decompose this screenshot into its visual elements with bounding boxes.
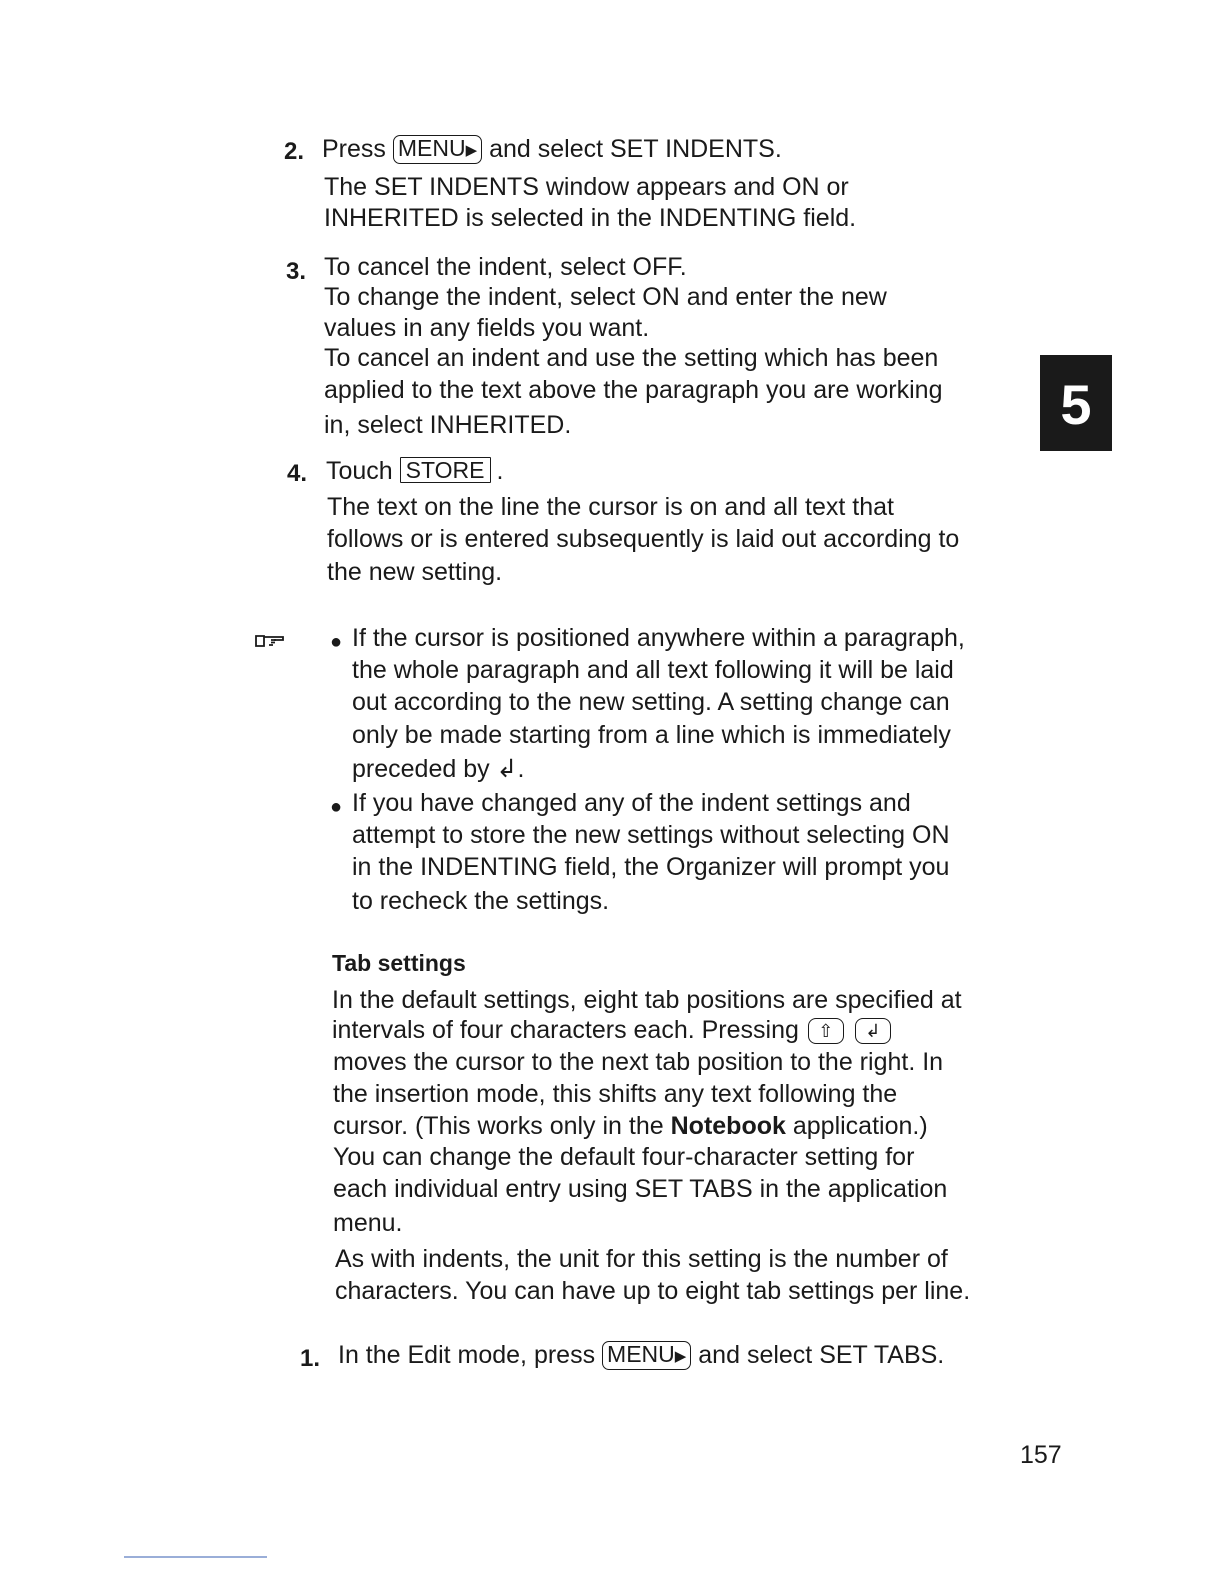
step-2-press: Press (322, 135, 386, 163)
note-bullet-2-line-3: in the INDENTING field, the Organizer will prompt you (352, 853, 950, 881)
step-1-number: 1. (300, 1345, 321, 1372)
menu-key-2-label: MENU (607, 1341, 675, 1367)
note-bullet-2-line-2: attempt to store the new settings without selecting ON (352, 821, 950, 849)
page-number: 157 (1020, 1441, 1062, 1469)
menu-key (393, 135, 482, 164)
step-4-line-3: the new setting. (327, 558, 503, 586)
tab-p2-line-1: As with indents, the unit for this setting is the number of (335, 1245, 948, 1273)
step-4-period: . (496, 457, 504, 485)
step-1-action: and select SET TABS. (698, 1341, 945, 1369)
note-bullet-1-line-4: only be made starting from a line which is immediately (352, 721, 951, 749)
tab-p1-line-5 (333, 1111, 928, 1142)
tab-p1-line-4: the insertion mode, this shifts any text following the (333, 1080, 898, 1108)
tab-p1-line-2-text: intervals of four characters each. Pressing (332, 1016, 799, 1044)
step-2-line (322, 134, 782, 165)
play-arrow-icon: ▶ (674, 1348, 687, 1365)
step-4-touch: Touch (326, 457, 393, 485)
step-3-line-3: values in any fields you want. (324, 314, 650, 342)
tab-p1-line-7: each individual entry using SET TABS in the application (333, 1175, 948, 1203)
step-3-line-2: To change the indent, select ON and enter the new (324, 283, 887, 311)
store-key: STORE (400, 457, 491, 483)
step-3-line-5: applied to the text above the paragraph you are working (324, 376, 943, 404)
shift-key-icon: ⇧ (808, 1018, 844, 1044)
enter-key-icon: ↲ (855, 1018, 891, 1044)
step-2-number: 2. (284, 138, 305, 165)
play-arrow-icon: ▶ (465, 142, 478, 159)
step-4-line-2: follows or is entered subsequently is laid out according to (327, 525, 960, 553)
step-2-desc-2: INHERITED is selected in the INDENTING field. (324, 204, 857, 232)
tab-p2-line-2: characters. You can have up to eight tab settings per line. (335, 1277, 971, 1305)
step-4-number: 4. (287, 460, 308, 487)
step-3-line-4: To cancel an indent and use the setting which has been (324, 344, 939, 372)
step-4-line (326, 456, 503, 487)
note-bullet-2-line-4: to recheck the settings. (352, 887, 610, 915)
step-1-line (338, 1340, 944, 1371)
step-2-action: and select SET INDENTS. (489, 135, 782, 163)
bullet-2-marker: ● (330, 796, 343, 818)
menu-key-2 (602, 1341, 691, 1370)
step-1-text: In the Edit mode, press (338, 1341, 596, 1369)
note-bullet-1-line-3: out according to the new setting. A setting change can (352, 688, 950, 716)
pointing-hand-icon (255, 632, 287, 648)
tab-p1-line-5-pre: cursor. (This works only in the (333, 1112, 664, 1140)
note-bullet-1-line-2: the whole paragraph and all text following it will be laid (352, 656, 954, 684)
step-2-desc-1: The SET INDENTS window appears and ON or (324, 173, 849, 201)
menu-key-label: MENU (397, 135, 466, 161)
tab-settings-heading: Tab settings (332, 950, 466, 976)
step-3-line-6: in, select INHERITED. (324, 411, 572, 439)
tab-p1-line-5-post: application.) (792, 1112, 928, 1140)
note-bullet-1-line-5: preceded by ↲. (352, 755, 525, 783)
step-4-line-1: The text on the line the cursor is on and all text that (327, 493, 894, 521)
note-bullet-1-line-1: If the cursor is positioned anywhere within a paragraph, (352, 624, 965, 652)
tab-p1-line-8: menu. (333, 1209, 403, 1237)
notebook-app-name: Notebook (670, 1112, 786, 1140)
tab-p1-line-2 (332, 1015, 893, 1046)
bullet-1-marker: ● (330, 631, 343, 653)
tab-p1-line-3: moves the cursor to the next tab position to the right. In (333, 1048, 944, 1076)
tab-p1-line-1: In the default settings, eight tab positions are specified at (332, 986, 962, 1014)
note-bullet-2-line-1: If you have changed any of the indent settings and (352, 789, 911, 817)
tab-p1-line-6: You can change the default four-character setting for (333, 1143, 915, 1171)
chapter-tab: 5 (1040, 355, 1112, 451)
step-3-line-1: To cancel the indent, select OFF. (324, 253, 687, 281)
footer-rule (124, 1556, 267, 1558)
step-3-number: 3. (286, 258, 307, 285)
